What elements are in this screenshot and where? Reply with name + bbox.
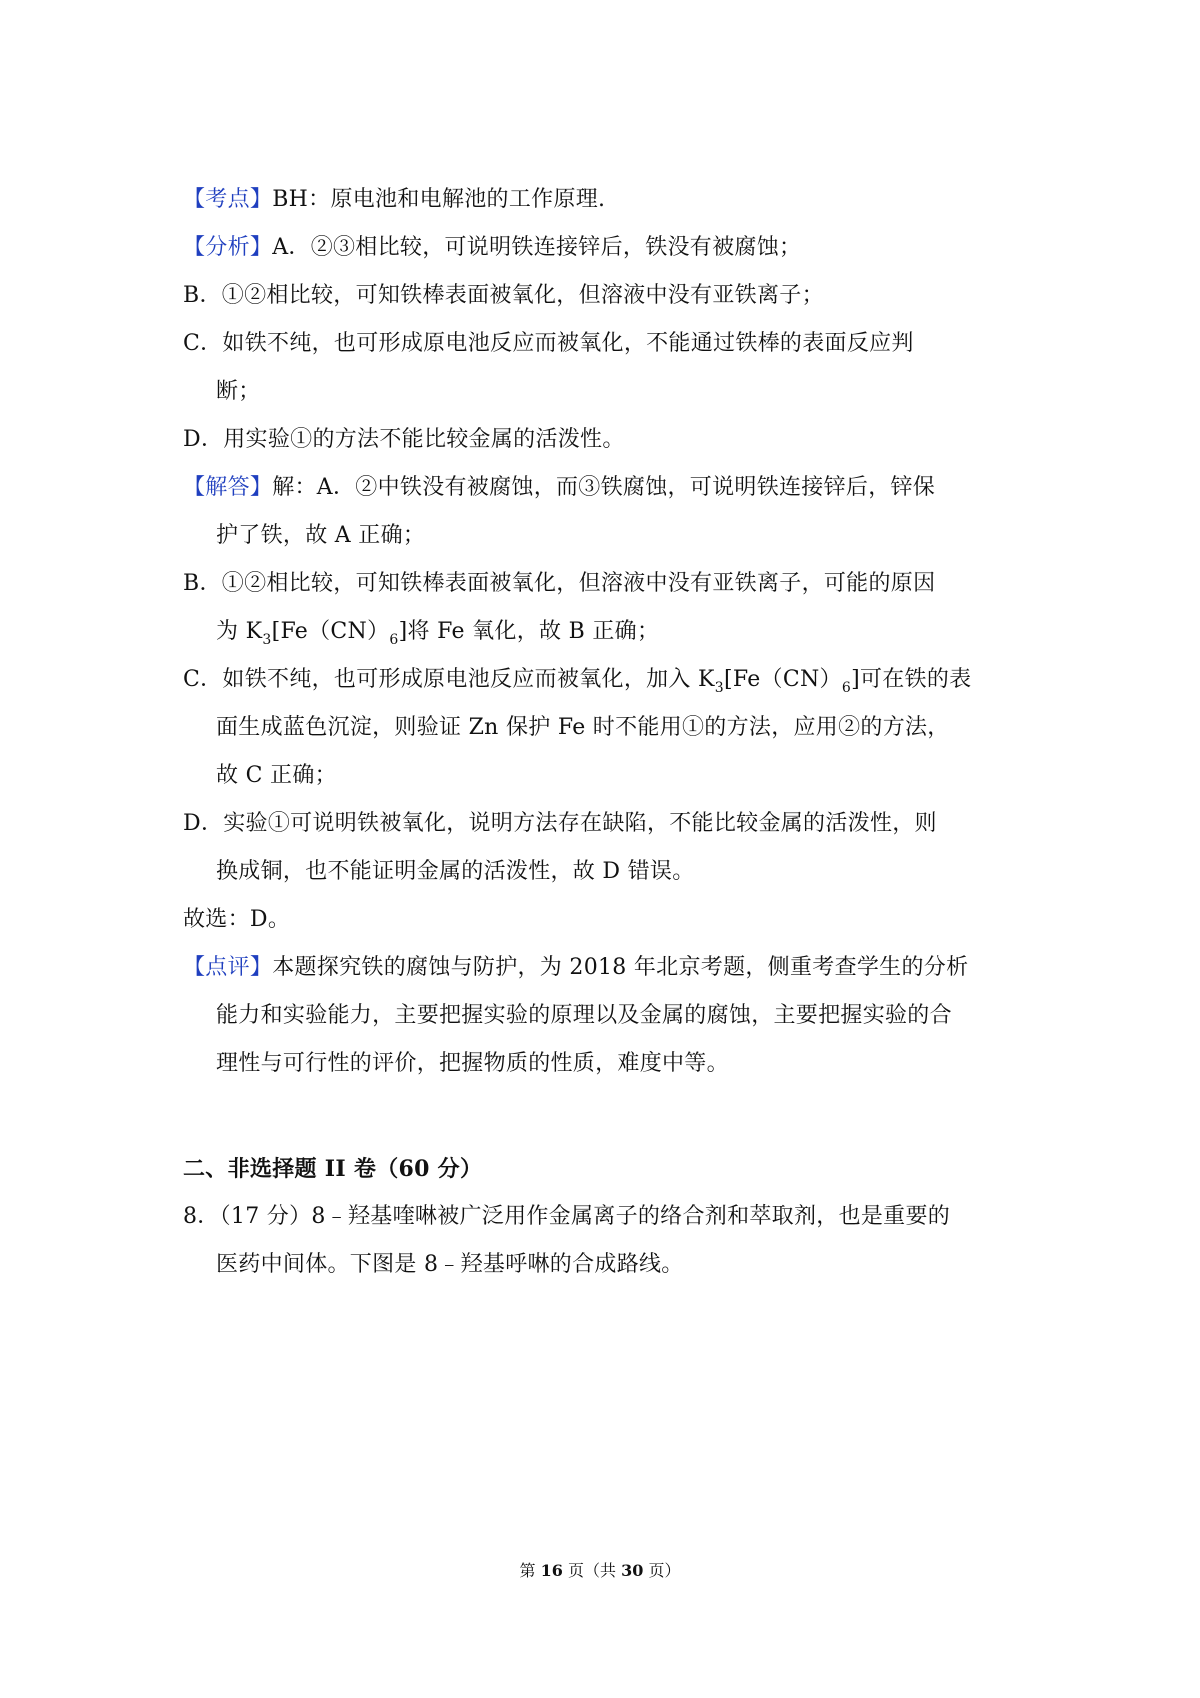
jieda-line-b1: B．①②相比较，可知铁棒表面被氧化，但溶液中没有亚铁离子，可能的原因 [183, 571, 936, 596]
fenxi-line-b: B．①②相比较，可知铁棒表面被氧化，但溶液中没有亚铁离子； [183, 283, 824, 308]
fenxi-line-c2: 断； [216, 379, 261, 404]
jieda-answer: 故选：D。 [183, 907, 291, 932]
question8-line-2: 医药中间体。下图是 8﹣羟基呼啉的合成路线。 [216, 1252, 684, 1277]
fenxi-line-a [183, 233, 1023, 263]
fenxi-tag: 【分析】 [183, 235, 273, 260]
dianping-tag: 【点评】 [183, 955, 273, 980]
footer-page-number: 16 [540, 1561, 563, 1580]
jieda-c1-sub1: 3 [714, 680, 724, 696]
jieda-b2-sub2: 6 [389, 632, 399, 648]
dianping-text-1: 本题探究铁的腐蚀与防护，为 2018 年北京考题，侧重考查学生的分析 [272, 955, 969, 980]
fenxi-line-c1: C．如铁不纯，也可形成原电池反应而被氧化，不能通过铁棒的表面反应判 [183, 331, 914, 356]
page-footer [0, 1561, 1200, 1581]
question8-line-1: 8．（17 分）8﹣羟基喹啉被广泛用作金属离子的络合剂和萃取剂，也是重要的 [183, 1204, 951, 1229]
jieda-line-a2: 护了铁，故 A 正确； [216, 523, 426, 548]
jieda-tag: 【解答】 [183, 475, 273, 500]
jieda-line-c2: 面生成蓝色沉淀，则验证 Zn 保护 Fe 时不能用①的方法，应用②的方法， [216, 715, 950, 740]
jieda-b2-post: ]将 Fe 氧化，故 B 正确； [398, 619, 660, 644]
jieda-c1-pre: C．如铁不纯，也可形成原电池反应而被氧化，加入 K [183, 667, 715, 692]
jieda-text-a1: 解：A．②中铁没有被腐蚀，而③铁腐蚀，可说明铁连接锌后，锌保 [272, 475, 936, 500]
jieda-b2-sub1: 3 [262, 632, 272, 648]
jieda-c1-sub2: 6 [841, 680, 852, 696]
dianping-line-1 [183, 953, 1023, 983]
footer-post: 页） [643, 1561, 681, 1580]
dianping-line-2: 能力和实验能力，主要把握实验的原理以及金属的腐蚀，主要把握实验的合 [216, 1003, 952, 1028]
jieda-line-d1: D．实验①可说明铁被氧化，说明方法存在缺陷，不能比较金属的活泼性，则 [183, 811, 937, 836]
fenxi-text-a: A．②③相比较，可说明铁连接锌后，铁没有被腐蚀； [272, 235, 802, 260]
kaodian-text: BH：原电池和电解池的工作原理. [272, 187, 606, 212]
footer-mid: 页（共 [562, 1561, 622, 1580]
jieda-b2-mid: [Fe（CN） [271, 619, 390, 644]
section-title: 二、非选择题 II 卷（60 分） [183, 1156, 483, 1182]
footer-pre: 第 [519, 1561, 541, 1580]
footer-total-pages: 30 [621, 1561, 644, 1580]
jieda-line-a1 [183, 473, 1023, 503]
jieda-b2-pre: 为 K [216, 619, 263, 644]
jieda-line-b2 [216, 617, 1026, 649]
jieda-line-d2: 换成铜，也不能证明金属的活泼性，故 D 错误。 [216, 859, 695, 884]
kaodian-line [183, 185, 1023, 215]
dianping-line-3: 理性与可行性的评价，把握物质的性质，难度中等。 [216, 1051, 729, 1076]
jieda-line-c1 [183, 665, 1023, 697]
jieda-c1-mid: [Fe（CN） [723, 667, 842, 692]
kaodian-tag: 【考点】 [183, 187, 273, 212]
jieda-line-c3: 故 C 正确； [216, 763, 337, 788]
fenxi-line-d: D．用实验①的方法不能比较金属的活泼性。 [183, 427, 625, 452]
jieda-c1-post: ]可在铁的表 [851, 667, 972, 692]
